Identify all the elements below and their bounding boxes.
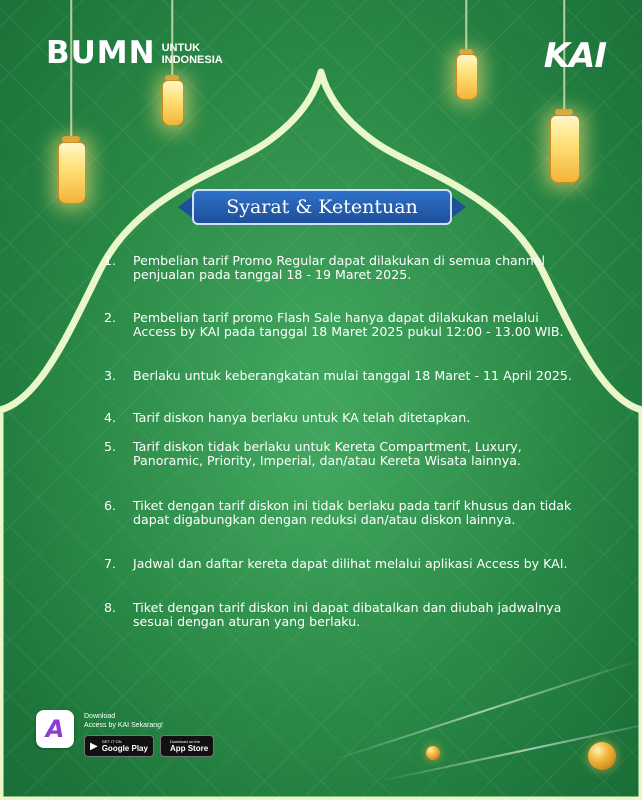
term-number: 7.: [104, 556, 117, 571]
app-store-button[interactable]: [160, 735, 214, 757]
bumn-logo: [46, 35, 223, 71]
term-item: [104, 369, 574, 383]
term-text: Tiket dengan tarif diskon ini tidak berlaku pada tarif khusus dan tidak dapat digabungkan dengan reduksi dan/atau diskon lainnya.: [133, 498, 572, 527]
download-line2: Access by KAI Sekarang!: [84, 722, 163, 729]
term-item: [104, 411, 574, 425]
term-number: 8.: [104, 600, 117, 615]
term-number: 5.: [104, 439, 117, 454]
app-store-big: App Store: [169, 744, 209, 753]
term-item: [104, 557, 574, 571]
store-badges: [84, 735, 214, 757]
term-text: Tarif diskon hanya berlaku untuk KA telah ditetapkan.: [133, 410, 471, 425]
term-item: [104, 311, 574, 339]
play-store-icon: ▶: [90, 740, 98, 752]
term-number: 2.: [104, 310, 117, 325]
kai-logo: KAI: [543, 36, 606, 76]
download-line1: Download: [84, 713, 116, 720]
banner-right-tip: [450, 195, 466, 219]
term-text: Pembelian tarif Promo Regular dapat dilakukan di semua channel penjualan pada tanggal 18 - 19 Maret 2025.: [133, 253, 545, 282]
bumn-tagline-line2: INDONESIA: [161, 53, 223, 66]
bumn-wordmark: BUMN: [46, 35, 156, 71]
lantern-icon: [58, 0, 84, 205]
lantern-icon: [456, 0, 476, 98]
download-section: [36, 710, 214, 757]
term-item: [104, 499, 574, 527]
term-number: 4.: [104, 410, 117, 425]
term-text: Berlaku untuk keberangkatan mulai tanggal 18 Maret - 11 April 2025.: [133, 368, 572, 383]
app-store-label: [170, 739, 208, 753]
term-item: [104, 440, 574, 468]
title-banner: [178, 185, 466, 229]
google-play-big: Google Play: [101, 744, 148, 753]
google-play-small: GET IT ON: [101, 739, 122, 744]
term-item: [104, 254, 574, 282]
term-item: [104, 601, 574, 629]
google-play-button[interactable]: [84, 735, 154, 757]
access-by-kai-app-icon[interactable]: A: [36, 710, 74, 748]
lantern-icon: [550, 0, 578, 182]
term-number: 3.: [104, 368, 117, 383]
google-play-label: [102, 739, 148, 753]
gold-orb-large: [588, 742, 616, 770]
bumn-tagline-line1: UNTUK: [161, 41, 201, 54]
download-text: [84, 712, 214, 730]
term-text: Tiket dengan tarif diskon ini dapat dibatalkan dan diubah jadwalnya sesuai dengan aturan yang berlaku.: [133, 600, 562, 629]
bumn-tagline: [162, 42, 223, 66]
term-text: Jadwal dan daftar kereta dapat dilihat melalui aplikasi Access by KAI.: [133, 556, 568, 571]
term-text: Pembelian tarif promo Flash Sale hanya dapat dilakukan melalui Access by KAI pada tanggal 18 Maret 2025 pukul 12:00 - 13.00 WIB.: [133, 310, 564, 339]
page-title: Syarat & Ketentuan: [192, 189, 452, 225]
term-number: 1.: [104, 253, 117, 268]
term-number: 6.: [104, 498, 117, 513]
app-store-small: Download on the: [169, 739, 200, 744]
term-text: Tarif diskon tidak berlaku untuk Kereta Compartment, Luxury, Panoramic, Priority, Imperial, dan/atau Kereta Wisata lainnya.: [133, 439, 522, 468]
download-info: [84, 710, 214, 757]
gold-orb-small: [426, 746, 440, 760]
